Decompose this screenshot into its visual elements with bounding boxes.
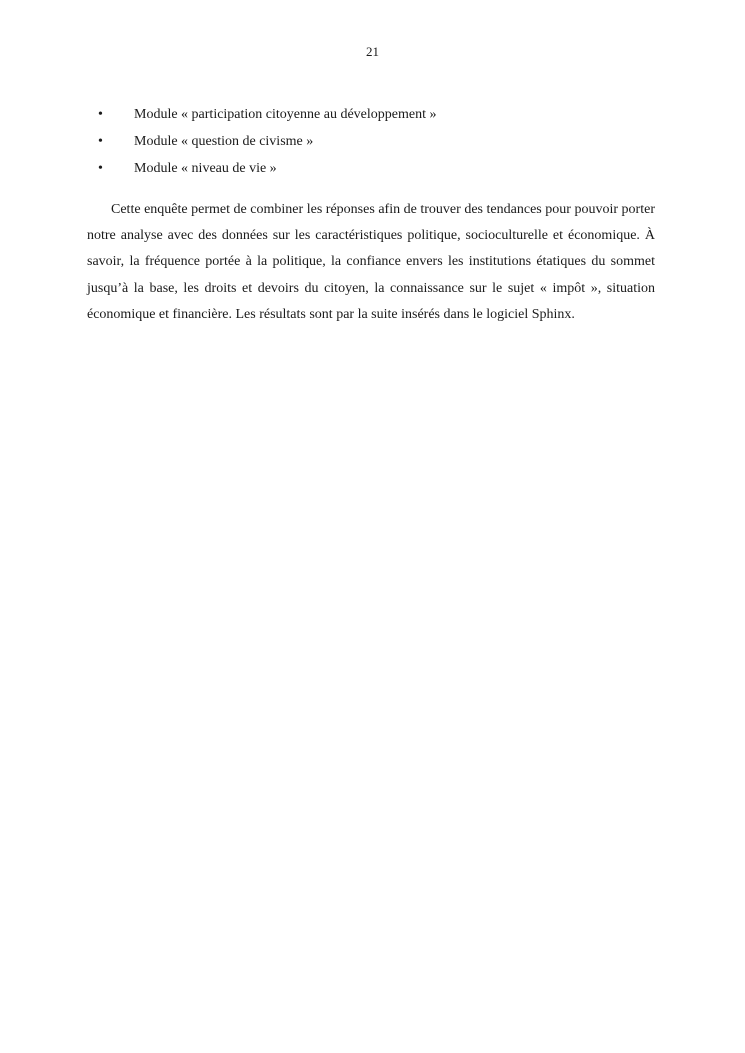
list-item bbox=[98, 159, 658, 186]
bullet-icon: • bbox=[98, 134, 103, 149]
list-item-text: Module « niveau de vie » bbox=[134, 161, 277, 176]
page-number: 21 bbox=[366, 44, 379, 59]
list-item bbox=[98, 105, 658, 132]
list-item-text: Module « participation citoyenne au développement » bbox=[134, 107, 437, 122]
bullet-icon: • bbox=[98, 161, 103, 176]
list-item-text: Module « question de civisme » bbox=[134, 134, 314, 149]
module-bullet-list bbox=[98, 105, 658, 186]
body-paragraph: Cette enquête permet de combiner les réponses afin de trouver des tendances pour pouvoir porter notre analyse avec des données sur les caractéristiques politique, socioculturelle et économique. À savoir, la fréquence portée à la politique, la confiance envers les institutions étatiques du sommet jusqu’à la base, les droits et devoirs du citoyen, la connaissance sur le sujet « impôt », situation économique et financière. Les résultats sont par la suite insérés dans le logiciel Sphinx. bbox=[87, 202, 655, 322]
bullet-icon: • bbox=[98, 107, 103, 122]
list-item bbox=[98, 132, 658, 159]
